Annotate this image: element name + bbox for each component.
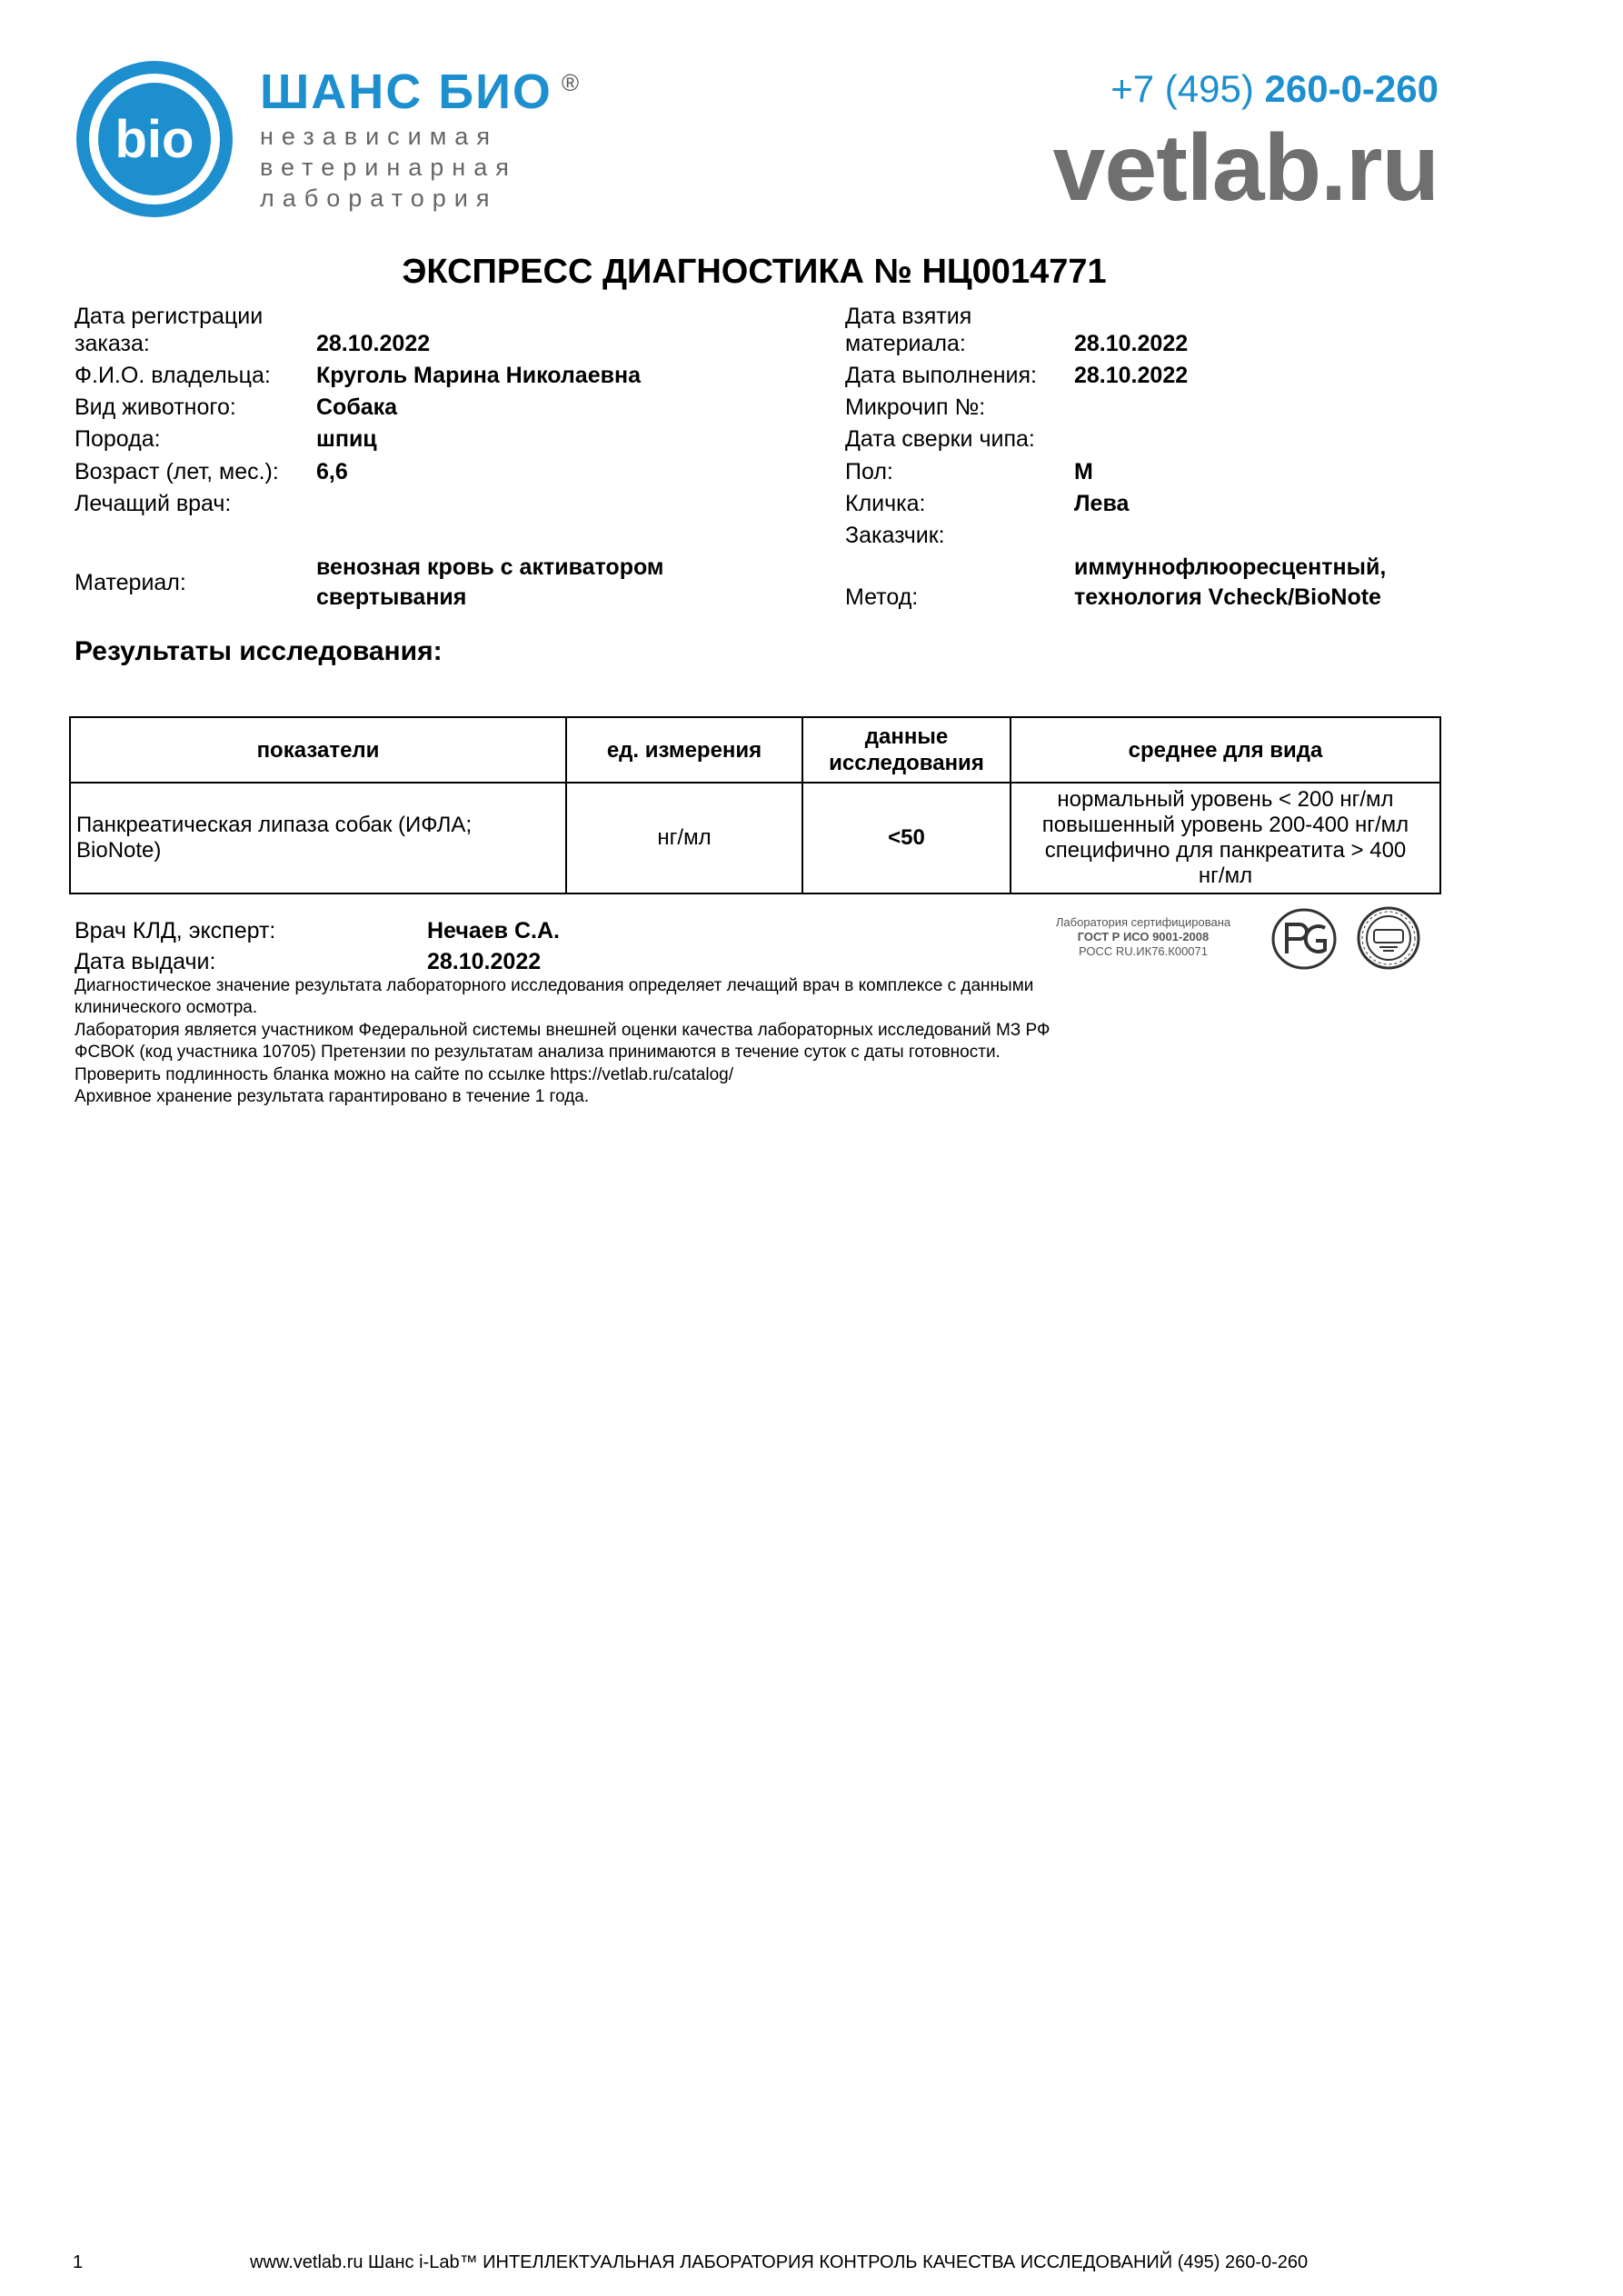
reference-line-1: нормальный уровень < 200 нг/мл [1057, 787, 1394, 812]
customer-label: Заказчик: [845, 523, 945, 548]
phone [1110, 67, 1439, 111]
brand-subtitle-3: лаборатория [260, 185, 498, 212]
document-title: ЭКСПРЕСС ДИАГНОСТИКА № НЦ0014771 [402, 253, 1107, 291]
brand-name [260, 64, 581, 120]
species-label: Вид животного: [75, 394, 236, 420]
note-line-2: клинического осмотра. [75, 998, 258, 1017]
sex-label: Пол: [845, 459, 893, 484]
phone-number: 260-0-260 [1264, 67, 1439, 110]
phone-code: +7 (495) [1110, 67, 1254, 110]
chip-label: Микрочип №: [845, 394, 986, 420]
species-value: Собака [316, 394, 398, 420]
header-data-line-1: данные [864, 724, 949, 749]
note-line-5: Проверить подлинность бланка можно на сайте по ссылке https://vetlab.ru/catalog/ [75, 1065, 733, 1084]
logo-text: bio [115, 110, 194, 169]
header-reference: среднее для вида [1011, 717, 1440, 783]
age-value: 6,6 [316, 459, 348, 484]
brand-subtitle-2: ветеринарная [260, 154, 517, 181]
note-line-3: Лаборатория является участником Федеральной системы внешней оценки качества лабораторных исследований МЗ РФ [75, 1021, 1050, 1040]
header-unit: ед. измерения [566, 717, 802, 783]
note-line-6: Архивное хранение результата гарантировано в течение 1 года. [75, 1087, 590, 1106]
method-value-2: технология Vcheck/BioNote [1074, 584, 1381, 610]
certification-text [1025, 915, 1261, 959]
issue-date-value: 28.10.2022 [427, 949, 542, 974]
iso-9001-seal-icon [1356, 905, 1421, 971]
results-table [69, 716, 1441, 894]
results-heading: Результаты исследования: [75, 636, 443, 666]
doctor-label: Лечащий врач: [75, 491, 232, 516]
reg-date-value: 28.10.2022 [316, 331, 431, 356]
page-number: 1 [73, 2252, 84, 2272]
sex-value: М [1074, 459, 1093, 484]
note-line-4: ФСВОК (код участника 10705) Претензии по результатам анализа принимаются в течение суток с даты готовности. [75, 1043, 1001, 1062]
reg-date-label-1: Дата регистрации [75, 304, 264, 329]
indicator-line-1: Панкреатическая липаза собак (ИФЛА; [76, 813, 473, 837]
bio-logo-icon [73, 57, 236, 221]
pet-name-label: Кличка: [845, 491, 926, 516]
material-value-1: венозная кровь с активатором [316, 554, 664, 580]
reference-line-2: повышенный уровень 200-400 нг/мл [1041, 813, 1409, 837]
brand-subtitle-1: независимая [260, 123, 498, 150]
cert-line-2: ГОСТ Р ИСО 9001-2008 [1077, 930, 1210, 943]
breed-value: шпиц [316, 426, 377, 452]
cell-value: <50 [802, 783, 1011, 893]
sample-date-value: 28.10.2022 [1074, 331, 1189, 356]
material-label: Материал: [75, 570, 186, 595]
cell-indicator [70, 783, 566, 893]
note-line-1: Диагностическое значение результата лабораторного исследования определяет лечащий врач в комплексе с данными [75, 976, 1034, 995]
owner-label: Ф.И.О. владельца: [75, 363, 271, 388]
done-date-value: 28.10.2022 [1074, 363, 1189, 388]
method-label: Метод: [845, 584, 919, 610]
reference-line-4: нг/мл [1198, 863, 1253, 888]
registered-mark: ® [561, 69, 582, 96]
cert-line-1: Лаборатория сертифицирована [1055, 915, 1231, 929]
footer-text: www.vetlab.ru Шанс i-Lab™ ИНТЕЛЛЕКТУАЛЬНАЯ ЛАБОРАТОРИЯ КОНТРОЛЬ КАЧЕСТВА ИССЛЕДОВАНИЙ (495) 260-0-260 [250, 2252, 1309, 2272]
age-label: Возраст (лет, мес.): [75, 459, 279, 484]
reg-date-label-2: заказа: [75, 331, 150, 356]
header-indicator: показатели [70, 717, 566, 783]
pet-name-value: Лева [1074, 491, 1130, 516]
expert-value: Нечаев С.А. [427, 918, 560, 943]
owner-value: Круголь Марина Николаевна [316, 363, 641, 388]
reference-line-3: специфично для панкреатита > 400 [1044, 838, 1407, 863]
method-value-1: иммуннофлюоресцентный, [1074, 554, 1387, 580]
expert-label: Врач КЛД, эксперт: [75, 918, 276, 943]
indicator-line-2: BioNote) [76, 838, 162, 863]
table-row [70, 783, 1440, 893]
brand-name-text: ШАНС БИО [260, 65, 553, 119]
done-date-label: Дата выполнения: [845, 363, 1037, 388]
sample-date-label-1: Дата взятия [845, 304, 972, 329]
header-data-line-2: исследования [829, 751, 984, 775]
table-header-row [70, 717, 1440, 783]
header-data [802, 717, 1011, 783]
breed-label: Порода: [75, 426, 161, 452]
cell-reference [1011, 783, 1440, 893]
chip-check-label: Дата сверки чипа: [845, 426, 1035, 452]
sample-date-label-2: материала: [845, 331, 966, 356]
site-url: vetlab.ru [1052, 115, 1439, 221]
cert-line-3: РОСС RU.ИК76.К00071 [1079, 944, 1208, 958]
material-value-2: свертывания [316, 584, 467, 610]
cell-unit: нг/мл [566, 783, 802, 893]
gost-certification-icon [1270, 906, 1338, 972]
issue-date-label: Дата выдачи: [75, 949, 216, 974]
